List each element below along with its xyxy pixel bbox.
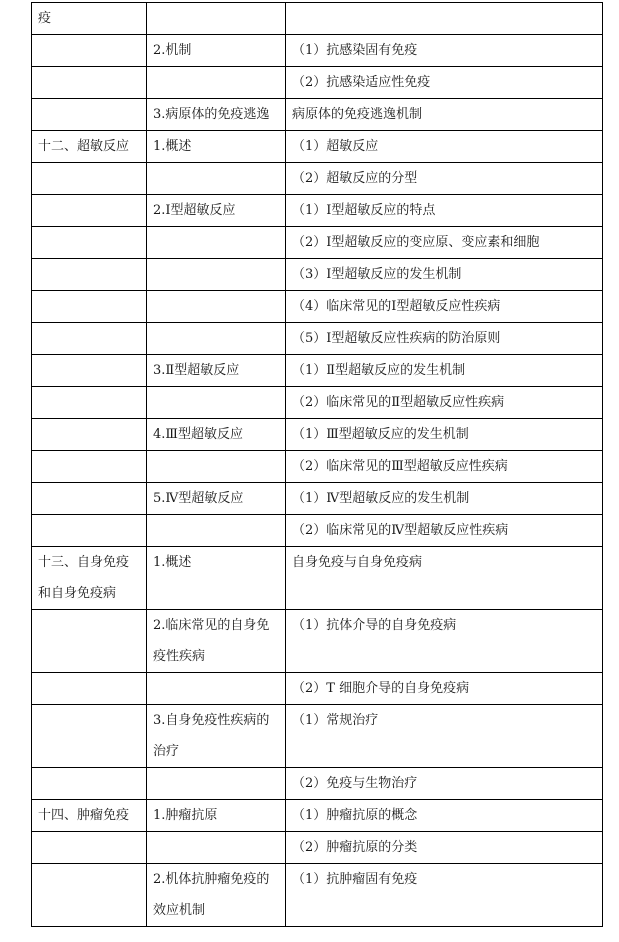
- table-row: [32, 227, 603, 259]
- detail-cell: （1）抗感染固有免疫: [286, 35, 603, 67]
- section-cell: 十四、肿瘤免疫: [32, 800, 147, 832]
- section-cell: [32, 832, 147, 864]
- item-cell: [147, 832, 286, 864]
- syllabus-table: [31, 2, 603, 927]
- section-cell: [32, 705, 147, 768]
- detail-cell: （5）Ⅰ型超敏反应性疾病的防治原则: [286, 323, 603, 355]
- section-cell: 十三、自身免疫和自身免疫病: [32, 547, 147, 610]
- item-cell: 1.概述: [147, 131, 286, 163]
- item-cell: 3.病原体的免疫逃逸: [147, 99, 286, 131]
- table-row: [32, 673, 603, 705]
- table-row: [32, 610, 603, 673]
- section-cell: [32, 323, 147, 355]
- section-cell: [32, 864, 147, 927]
- detail-cell: （2）Ⅰ型超敏反应的变应原、变应素和细胞: [286, 227, 603, 259]
- table-row: [32, 131, 603, 163]
- section-cell: [32, 768, 147, 800]
- item-cell: [147, 515, 286, 547]
- table-row: [32, 35, 603, 67]
- section-cell: [32, 451, 147, 483]
- item-cell: 2.机体抗肿瘤免疫的效应机制: [147, 864, 286, 927]
- detail-cell: （2）临床常见的Ⅱ型超敏反应性疾病: [286, 387, 603, 419]
- item-cell: 2.临床常见的自身免疫性疾病: [147, 610, 286, 673]
- section-cell: [32, 387, 147, 419]
- detail-cell: （1）抗肿瘤固有免疫: [286, 864, 603, 927]
- section-cell: [32, 195, 147, 227]
- section-cell: [32, 355, 147, 387]
- detail-cell: （1）Ⅲ型超敏反应的发生机制: [286, 419, 603, 451]
- detail-cell: （1）抗体介导的自身免疫病: [286, 610, 603, 673]
- section-cell: [32, 163, 147, 195]
- detail-cell: （2）T 细胞介导的自身免疫病: [286, 673, 603, 705]
- section-cell: [32, 291, 147, 323]
- detail-cell: （2）抗感染适应性免疫: [286, 67, 603, 99]
- item-cell: 5.Ⅳ型超敏反应: [147, 483, 286, 515]
- section-cell: [32, 99, 147, 131]
- detail-cell: （1）超敏反应: [286, 131, 603, 163]
- table-row: [32, 515, 603, 547]
- table-row: [32, 3, 603, 35]
- table-row: [32, 864, 603, 927]
- table-row: [32, 67, 603, 99]
- detail-cell: 自身免疫与自身免疫病: [286, 547, 603, 610]
- item-cell: [147, 387, 286, 419]
- detail-cell: （2）免疫与生物治疗: [286, 768, 603, 800]
- table-row: [32, 547, 603, 610]
- detail-cell: （1）Ⅳ型超敏反应的发生机制: [286, 483, 603, 515]
- table-body: [32, 3, 603, 927]
- item-cell: [147, 259, 286, 291]
- table-row: [32, 832, 603, 864]
- item-cell: 2.机制: [147, 35, 286, 67]
- item-cell: 4.Ⅲ型超敏反应: [147, 419, 286, 451]
- item-cell: [147, 768, 286, 800]
- section-cell: [32, 610, 147, 673]
- table-row: [32, 323, 603, 355]
- item-cell: 1.肿瘤抗原: [147, 800, 286, 832]
- section-cell: [32, 227, 147, 259]
- section-cell: [32, 483, 147, 515]
- item-cell: [147, 163, 286, 195]
- detail-cell: 病原体的免疫逃逸机制: [286, 99, 603, 131]
- detail-cell: （1）常规治疗: [286, 705, 603, 768]
- table-row: [32, 387, 603, 419]
- item-cell: [147, 291, 286, 323]
- section-cell: 十二、超敏反应: [32, 131, 147, 163]
- table-row: [32, 355, 603, 387]
- item-cell: 1.概述: [147, 547, 286, 610]
- detail-cell: （1）Ⅱ型超敏反应的发生机制: [286, 355, 603, 387]
- table-row: [32, 419, 603, 451]
- detail-cell: （1）Ⅰ型超敏反应的特点: [286, 195, 603, 227]
- detail-cell: （2）临床常见的Ⅳ型超敏反应性疾病: [286, 515, 603, 547]
- section-cell: [32, 673, 147, 705]
- item-cell: 3.Ⅱ型超敏反应: [147, 355, 286, 387]
- item-cell: [147, 3, 286, 35]
- section-cell: [32, 67, 147, 99]
- table-row: [32, 99, 603, 131]
- detail-cell: （2）临床常见的Ⅲ型超敏反应性疾病: [286, 451, 603, 483]
- section-cell: [32, 419, 147, 451]
- item-cell: [147, 227, 286, 259]
- section-cell: [32, 259, 147, 291]
- table-row: [32, 768, 603, 800]
- item-cell: [147, 451, 286, 483]
- table-row: [32, 451, 603, 483]
- table-row: [32, 291, 603, 323]
- detail-cell: （4）临床常见的Ⅰ型超敏反应性疾病: [286, 291, 603, 323]
- table-row: [32, 259, 603, 291]
- detail-cell: （2）超敏反应的分型: [286, 163, 603, 195]
- table-row: [32, 705, 603, 768]
- item-cell: [147, 673, 286, 705]
- table-row: [32, 483, 603, 515]
- section-cell: 疫: [32, 3, 147, 35]
- item-cell: [147, 323, 286, 355]
- table-row: [32, 195, 603, 227]
- item-cell: 2.Ⅰ型超敏反应: [147, 195, 286, 227]
- section-cell: [32, 515, 147, 547]
- detail-cell: （3）Ⅰ型超敏反应的发生机制: [286, 259, 603, 291]
- table-row: [32, 163, 603, 195]
- table-row: [32, 800, 603, 832]
- detail-cell: （2）肿瘤抗原的分类: [286, 832, 603, 864]
- detail-cell: （1）肿瘤抗原的概念: [286, 800, 603, 832]
- detail-cell: [286, 3, 603, 35]
- item-cell: [147, 67, 286, 99]
- section-cell: [32, 35, 147, 67]
- item-cell: 3.自身免疫性疾病的治疗: [147, 705, 286, 768]
